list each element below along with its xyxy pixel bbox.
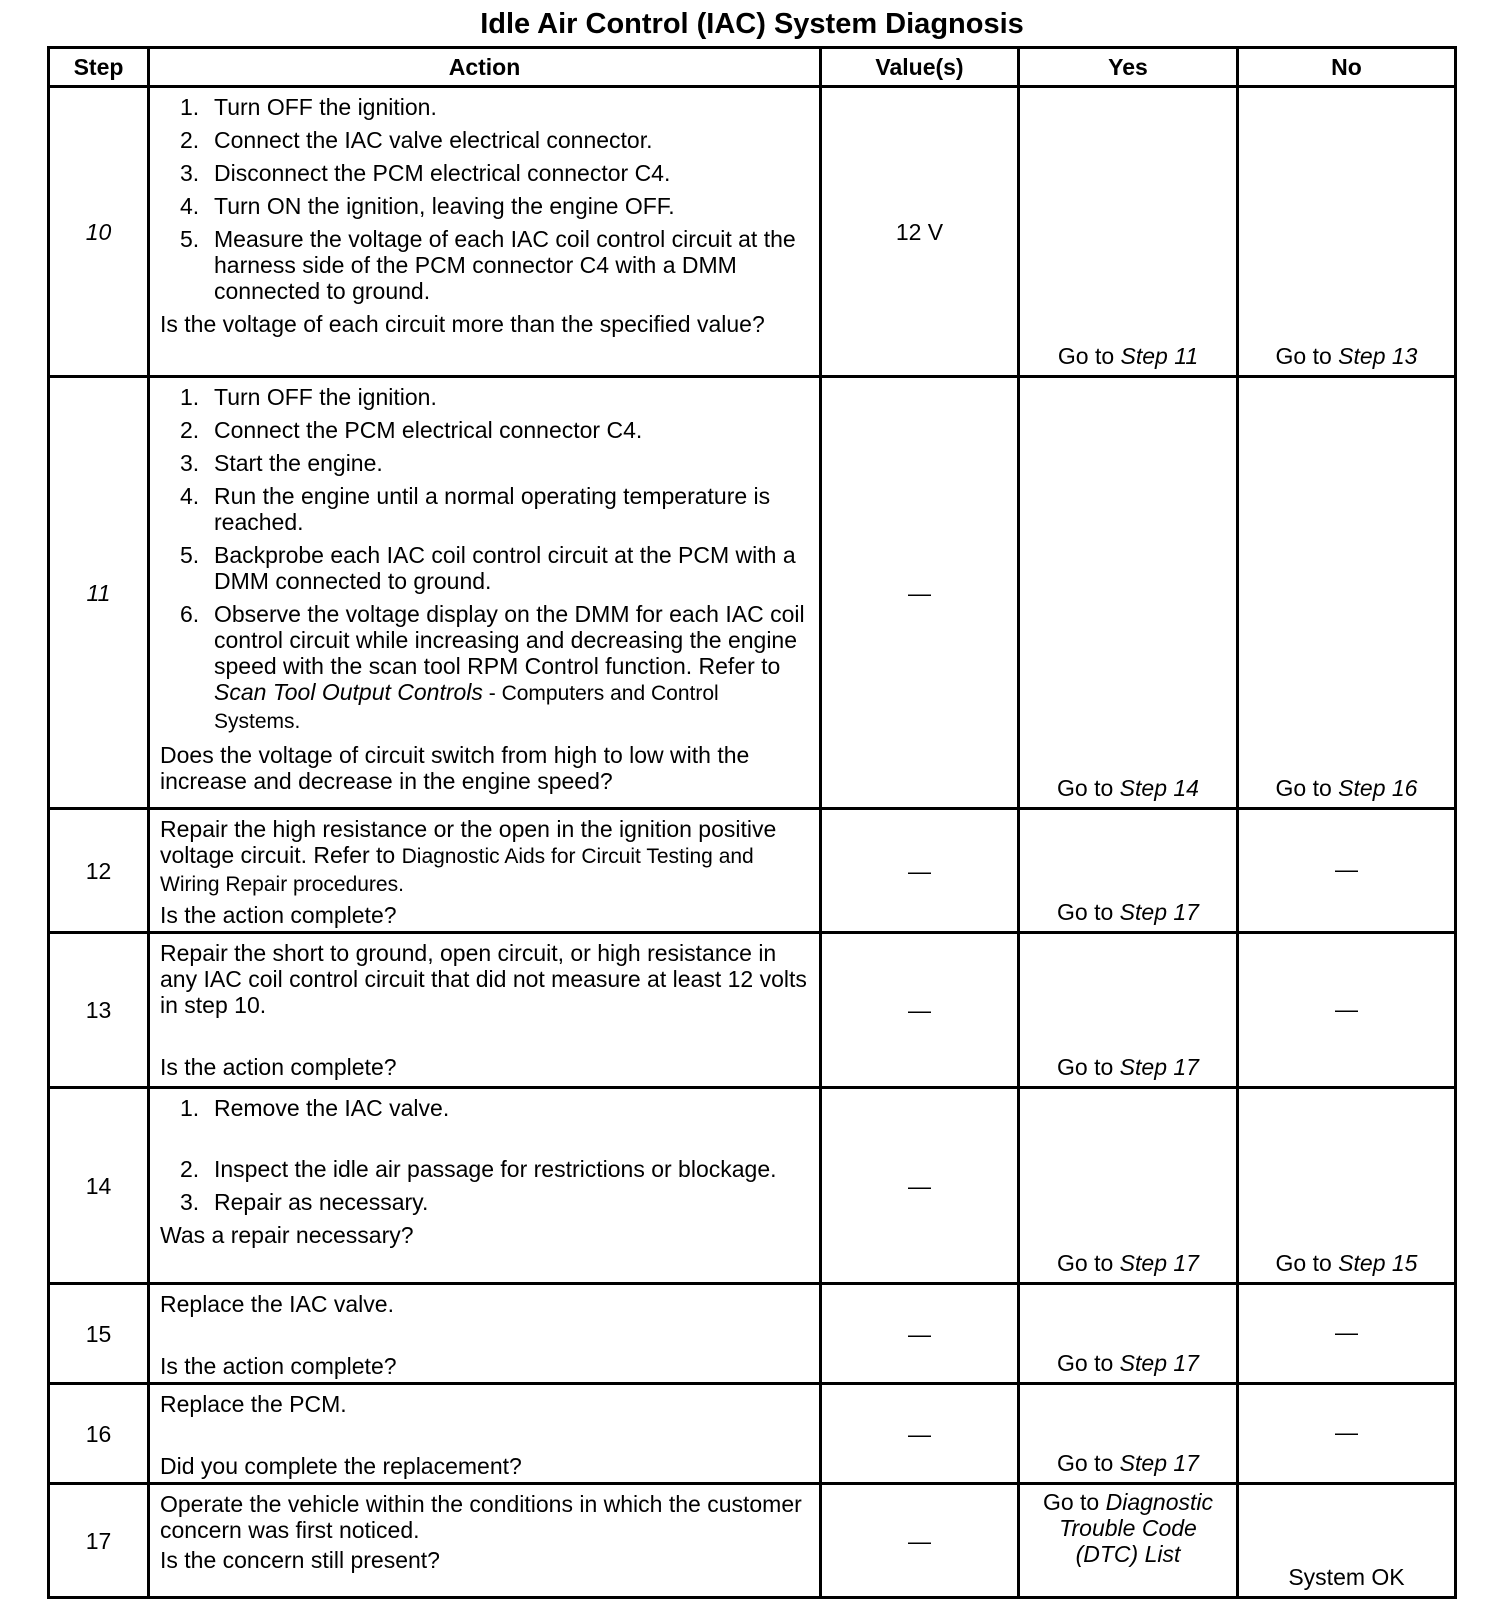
spacer	[160, 1022, 809, 1050]
page-title: Idle Air Control (IAC) System Diagnosis	[480, 8, 1024, 40]
question: Is the concern still present?	[160, 1547, 440, 1573]
text-segment: System OK	[1288, 1564, 1405, 1590]
action-paragraph	[160, 940, 809, 1018]
yes-cell	[1019, 87, 1238, 377]
yes-cell	[1019, 1484, 1238, 1598]
table-body	[49, 87, 1456, 1598]
header-action: Action	[149, 48, 821, 87]
yes-cell	[1019, 1284, 1238, 1384]
text-segment: Step 17	[1119, 1054, 1199, 1080]
no-cell	[1238, 1088, 1456, 1284]
yes-cell	[1019, 809, 1238, 933]
action-step-item	[180, 1095, 809, 1121]
text-segment: Diagnostic Aids for Circuit Testing and Wiring Repair procedures.	[160, 845, 754, 896]
text-segment: Go to	[1057, 343, 1121, 369]
action-cell	[149, 933, 821, 1088]
spacer	[160, 1128, 809, 1156]
table-row	[49, 87, 1456, 377]
action-step-item	[180, 417, 809, 443]
text-segment: —	[1335, 1319, 1358, 1345]
question: Is the action complete?	[160, 1054, 397, 1080]
item-number: 4.	[180, 483, 200, 509]
text-segment: Go to	[1042, 1489, 1106, 1515]
text-segment: Measure the voltage of each IAC coil control circuit at the harness side of the PCM connector C4 with a DMM connected to ground.	[214, 226, 796, 304]
question: Is the voltage of each circuit more than the specified value?	[160, 311, 765, 337]
action-step-item	[180, 226, 809, 304]
action-step-item	[180, 94, 809, 120]
header-values: Value(s)	[821, 48, 1019, 87]
action-cell	[149, 1484, 821, 1598]
action-paragraph	[160, 1391, 809, 1417]
text-segment: Step 13	[1338, 343, 1418, 369]
text-segment: Step 15	[1338, 1250, 1418, 1276]
action-step-item	[180, 160, 809, 186]
text-segment: Run the engine until a normal operating temperature is reached.	[214, 483, 771, 535]
item-text	[214, 384, 437, 410]
item-number: 1.	[180, 1095, 200, 1121]
spacer	[160, 1421, 809, 1449]
table-row	[49, 933, 1456, 1088]
action-cell	[149, 809, 821, 933]
value-cell: —	[821, 809, 1019, 933]
action-cell	[149, 377, 821, 809]
text-segment: Replace the IAC valve.	[160, 1291, 394, 1317]
item-text	[214, 542, 809, 594]
table-row	[49, 1284, 1456, 1384]
action-step-item	[180, 127, 809, 153]
item-number: 5.	[180, 542, 200, 568]
action-cell	[149, 1088, 821, 1284]
item-text	[214, 160, 670, 186]
table-row	[49, 1088, 1456, 1284]
text-segment: Operate the vehicle within the conditions in which the customer concern was first noticed.	[160, 1491, 802, 1543]
item-number: 1.	[180, 384, 200, 410]
text-segment: Step 16	[1338, 775, 1418, 801]
text-segment: Disconnect the PCM electrical connector C4.	[214, 160, 671, 186]
text-segment: Step 14	[1119, 775, 1199, 801]
text-segment: Step 17	[1119, 899, 1199, 925]
item-number: 3.	[180, 160, 200, 186]
text-segment: Step 17	[1119, 1450, 1199, 1476]
text-segment: Turn ON the ignition, leaving the engine OFF.	[214, 193, 675, 219]
action-step-item	[180, 1156, 809, 1182]
question: Is the action complete?	[160, 902, 397, 928]
action-step-item	[180, 384, 809, 410]
no-cell	[1238, 933, 1456, 1088]
value-cell: 12 V	[821, 87, 1019, 377]
item-text	[214, 94, 437, 120]
step-number: 16	[49, 1384, 149, 1484]
text-segment: —	[1335, 1419, 1358, 1445]
yes-cell	[1019, 377, 1238, 809]
item-text	[214, 193, 675, 219]
header-yes: Yes	[1019, 48, 1238, 87]
action-step-item	[180, 542, 809, 594]
text-segment: Connect the PCM electrical connector C4.	[214, 417, 643, 443]
value-cell: —	[821, 1088, 1019, 1284]
text-segment: Scan Tool Output Controls	[214, 679, 483, 705]
text-segment: Go to	[1275, 775, 1339, 801]
table-row	[49, 809, 1456, 933]
no-cell	[1238, 809, 1456, 933]
yes-cell	[1019, 1384, 1238, 1484]
action-paragraph	[160, 816, 809, 898]
text-segment: Go to	[1057, 1350, 1120, 1376]
text-segment: Go to	[1057, 1054, 1120, 1080]
yes-cell	[1019, 1088, 1238, 1284]
action-cell	[149, 1284, 821, 1384]
text-segment: Turn OFF the ignition.	[214, 384, 437, 410]
text-segment: Repair the high resistance or the open in the ignition positive voltage circuit. Refer to	[160, 816, 777, 868]
text-segment: Remove the IAC valve.	[214, 1095, 450, 1121]
no-cell	[1238, 1284, 1456, 1384]
action-step-item	[180, 483, 809, 535]
question: Did you complete the replacement?	[160, 1453, 522, 1479]
value-cell: —	[821, 1284, 1019, 1384]
step-number: 11	[49, 377, 149, 809]
item-text	[214, 450, 383, 476]
value-cell: —	[821, 377, 1019, 809]
action-paragraph	[160, 1291, 809, 1317]
action-step-item	[180, 193, 809, 219]
text-segment: Observe the voltage display on the DMM for each IAC coil control circuit while increasing and decreasing the engine speed with the scan tool RPM Control function. Refer to	[214, 601, 805, 679]
text-segment: —	[1335, 856, 1358, 882]
text-segment: Go to	[1275, 1250, 1339, 1276]
item-number: 4.	[180, 193, 200, 219]
step-number: 17	[49, 1484, 149, 1598]
table-row	[49, 377, 1456, 809]
table-row	[49, 1384, 1456, 1484]
text-segment: Go to	[1057, 1450, 1120, 1476]
text-segment: Connect the IAC valve electrical connector.	[214, 127, 653, 153]
header-step: Step	[49, 48, 149, 87]
item-text	[214, 601, 809, 735]
text-segment: Step 17	[1119, 1350, 1199, 1376]
no-cell	[1238, 377, 1456, 809]
no-cell	[1238, 87, 1456, 377]
item-text	[214, 1189, 428, 1215]
item-number: 3.	[180, 450, 200, 476]
item-number: 6.	[180, 601, 200, 627]
value-cell: —	[821, 1384, 1019, 1484]
text-segment: Repair the short to ground, open circuit, or high resistance in any IAC coil control circuit that did not measure at least 12 volts in step 10.	[160, 940, 807, 1018]
header-no: No	[1238, 48, 1456, 87]
action-paragraph	[160, 1491, 809, 1543]
question: Was a repair necessary?	[160, 1222, 414, 1248]
item-text	[214, 417, 642, 443]
no-cell	[1238, 1484, 1456, 1598]
action-cell	[149, 87, 821, 377]
text-segment: Diagnostic Trouble Code (DTC) List	[1059, 1489, 1214, 1567]
step-number: 12	[49, 809, 149, 933]
item-number: 2.	[180, 1156, 200, 1182]
text-segment: —	[1335, 995, 1358, 1022]
text-segment: Go to	[1057, 1250, 1120, 1276]
header-row	[49, 48, 1456, 87]
step-number: 10	[49, 87, 149, 377]
item-number: 1.	[180, 94, 200, 120]
action-step-item	[180, 1189, 809, 1215]
item-number: 2.	[180, 127, 200, 153]
action-step-item	[180, 601, 809, 735]
spacer	[160, 1321, 809, 1349]
no-cell	[1238, 1384, 1456, 1484]
text-segment: Inspect the idle air passage for restrictions or blockage.	[214, 1156, 777, 1182]
text-segment: Repair as necessary.	[214, 1189, 429, 1215]
yes-cell	[1019, 933, 1238, 1088]
text-segment: - Computers and Control Systems.	[214, 682, 719, 733]
item-text	[214, 483, 809, 535]
value-cell: —	[821, 1484, 1019, 1598]
value-cell: —	[821, 933, 1019, 1088]
item-number: 5.	[180, 226, 200, 252]
diagnosis-table	[47, 46, 1457, 1599]
text-segment: Go to	[1275, 343, 1339, 369]
step-number: 15	[49, 1284, 149, 1384]
action-step-item	[180, 450, 809, 476]
question: Is the action complete?	[160, 1353, 397, 1379]
item-number: 2.	[180, 417, 200, 443]
table-row	[49, 1484, 1456, 1598]
item-text	[214, 1156, 777, 1182]
item-text	[214, 226, 809, 304]
action-cell	[149, 1384, 821, 1484]
text-segment: Step 11	[1120, 343, 1199, 369]
text-segment: Go to	[1057, 775, 1120, 801]
item-number: 3.	[180, 1189, 200, 1215]
item-text	[214, 127, 653, 153]
step-number: 14	[49, 1088, 149, 1284]
step-number: 13	[49, 933, 149, 1088]
question: Does the voltage of circuit switch from high to low with the increase and decrease in the engine speed?	[160, 742, 750, 794]
text-segment: Start the engine.	[214, 450, 383, 476]
text-segment: Go to	[1057, 899, 1120, 925]
text-segment: Turn OFF the ignition.	[214, 94, 437, 120]
text-segment: Backprobe each IAC coil control circuit at the PCM with a DMM connected to ground.	[214, 542, 796, 594]
text-segment: Replace the PCM.	[160, 1391, 347, 1417]
item-text	[214, 1095, 449, 1121]
text-segment: Step 17	[1119, 1250, 1199, 1276]
